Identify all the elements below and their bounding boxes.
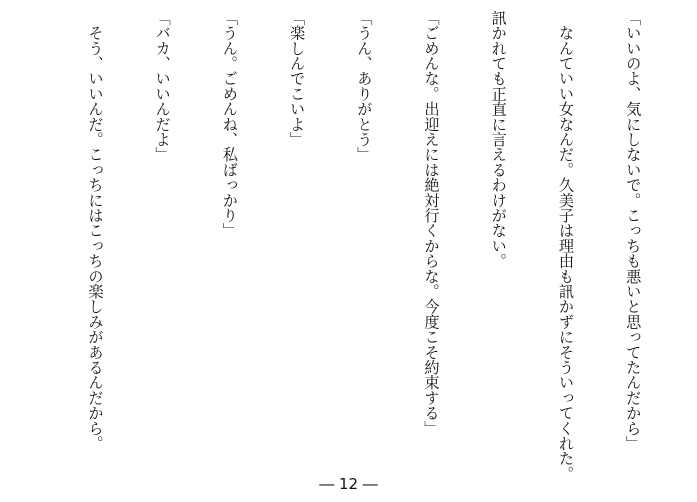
vertical-text-body [0,10,689,482]
text-line: 訊かれても正直に言えるわけがない。 [489,10,508,269]
text-line: 「ごめんな。出迎えには絶対行くからな。今度こそ約束する」 [422,10,441,436]
text-line: 「うん。ごめんね、私ばっかり」 [220,10,239,238]
text-line: なんていい女なんだ。久美子は理由も訊かずにそういってくれた。 [556,10,575,482]
text-line: 「いいのよ、気にしないで。こっちも悪いと思ってたんだから」 [624,10,643,451]
page-number: ― 12 ― [319,475,378,493]
text-line: 「うん、ありがとう」 [355,10,374,162]
text-line: そう、いいんだ。こっちにはこっちの楽しみがあるんだから。 [86,10,105,451]
blank-line [17,10,39,462]
text-line: 「楽しんでこいよ」 [288,10,307,147]
text-line: 「バカ、いいんだよ」 [153,10,172,162]
